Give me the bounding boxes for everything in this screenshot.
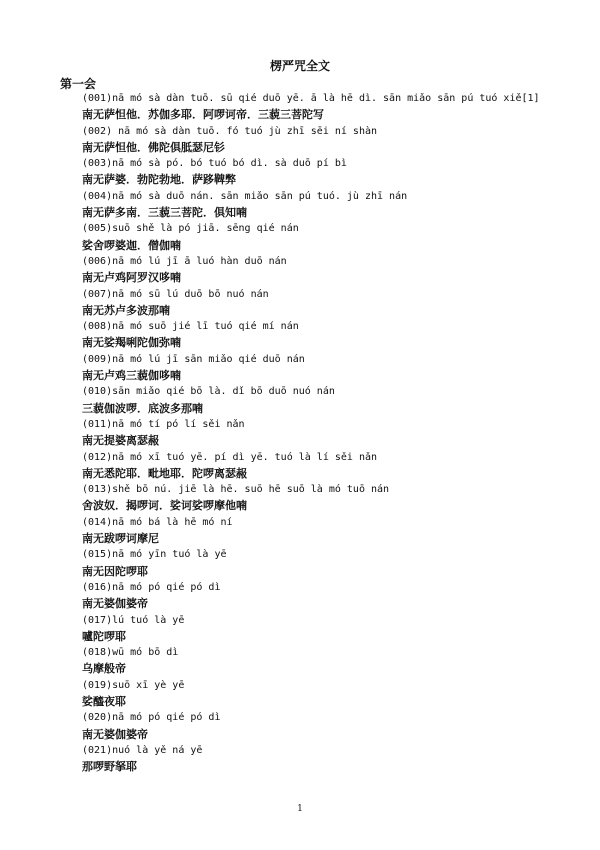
verse-pinyin: (005)suō shě là pó jiā. sēng qié nán <box>82 223 299 235</box>
page-number: 1 <box>297 804 303 814</box>
verse-hanzi: 南无悉陀耶．毗地耶．陀啰离瑟赧 <box>82 466 247 480</box>
verse-item <box>82 613 582 646</box>
verse-hanzi: 南无婆伽婆帝 <box>82 727 148 741</box>
verse-pinyin: (010)sān miǎo qié bō là. dǐ bō duō nuó nán <box>82 386 335 398</box>
verse-item <box>82 710 582 743</box>
verse-item <box>82 124 582 157</box>
verse-pinyin: (013)shě bō nú. jiē là hē. suō hē suō là mó tuō nán <box>82 484 390 496</box>
verse-pinyin: (018)wū mó bō dì <box>82 647 179 659</box>
verse-item <box>82 743 582 776</box>
verse-pinyin: (015)nā mó yīn tuó là yē <box>82 549 227 561</box>
verse-hanzi: 那啰野拏耶 <box>82 760 137 774</box>
verse-hanzi: 乌摩般帝 <box>82 662 126 676</box>
verse-pinyin: (001)nā mó sà dàn tuō. sū qié duō yē. ā là hē dì. sān miǎo sān pú tuó xiě[1] <box>82 93 540 104</box>
verse-hanzi: 南无萨怛他．苏伽多耶．阿啰诃帝．三藐三菩陀写 <box>82 108 324 122</box>
verse-item <box>82 384 582 417</box>
verse-item <box>82 645 582 678</box>
verse-item <box>82 221 582 254</box>
section-heading: 第一会 <box>60 77 97 91</box>
verse-item <box>82 91 582 124</box>
verse-hanzi: 南无苏卢多波那喃 <box>82 303 170 317</box>
verse-pinyin: (004)nā mó sà duō nán. sān miǎo sān pú tuó. jù zhī nán <box>82 190 408 202</box>
verse-pinyin: (002) nā mó sà dàn tuō. fó tuó jù zhī sēi ní shàn <box>82 125 378 137</box>
verse-item <box>82 319 582 352</box>
verse-hanzi: 三藐伽波啰．底波多那喃 <box>82 401 203 415</box>
verse-item <box>82 417 582 450</box>
verse-item <box>82 580 582 613</box>
page-title: 楞严咒全文 <box>269 59 330 73</box>
verse-hanzi: 南无娑羯唎陀伽弥喃 <box>82 336 181 350</box>
verse-hanzi: 南无跋啰诃摩尼 <box>82 532 159 546</box>
verse-pinyin: (011)nā mó tí pó lí sěi nǎn <box>82 418 245 430</box>
verse-hanzi: 嚧陀啰耶 <box>82 629 126 643</box>
verse-hanzi: 南无婆伽婆帝 <box>82 597 148 611</box>
verse-pinyin: (012)nā mó xī tuó yē. pí dì yē. tuó là lí sěi nǎn <box>82 451 378 463</box>
verse-item <box>82 515 582 548</box>
verse-pinyin: (021)nuó là yě ná yē <box>82 744 203 756</box>
verse-hanzi: 南无提婆离瑟赧 <box>82 434 159 448</box>
verse-item <box>82 482 582 515</box>
verse-hanzi: 南无卢鸡阿罗汉哆喃 <box>82 271 181 285</box>
verse-pinyin: (009)nā mó lú jī sān miǎo qié duō nán <box>82 353 305 365</box>
verse-pinyin: (020)nā mó pó qié pó dì <box>82 712 221 724</box>
verse-pinyin: (017)lú tuó là yē <box>82 614 185 626</box>
verse-pinyin: (003)nā mó sà pó. bó tuó bó dì. sà duō pí bì <box>82 158 347 170</box>
verse-item <box>82 156 582 189</box>
verse-item <box>82 678 582 711</box>
verse-hanzi: 南无因陀啰耶 <box>82 564 148 578</box>
verse-item <box>82 450 582 483</box>
verse-pinyin: (016)nā mó pó qié pó dì <box>82 581 221 593</box>
verse-hanzi: 南无萨怛他．佛陀俱胝瑟尼钐 <box>82 140 225 154</box>
verse-item <box>82 254 582 287</box>
verse-pinyin: (008)nā mó suō jié lī tuó qié mí nán <box>82 321 299 333</box>
verse-hanzi: 南无卢鸡三藐伽哆喃 <box>82 369 181 383</box>
verse-hanzi: 娑舍啰婆迦．僧伽喃 <box>82 238 181 252</box>
verse-item <box>82 352 582 385</box>
verse-hanzi: 南无萨婆．勃陀勃地．萨跢鞞弊 <box>82 173 236 187</box>
verse-hanzi: 舍波奴．揭啰诃．娑诃娑啰摩他喃 <box>82 499 247 513</box>
verse-pinyin: (019)suō xī yè yē <box>82 679 185 691</box>
verse-list <box>82 91 582 775</box>
verse-hanzi: 娑醯夜耶 <box>82 694 126 708</box>
verse-pinyin: (006)nā mó lú jī ā luó hàn duō nán <box>82 255 287 267</box>
verse-hanzi: 南无萨多南．三藐三菩陀．俱知喃 <box>82 206 247 220</box>
verse-pinyin: (007)nā mó sū lú duō bō nuó nán <box>82 288 269 300</box>
verse-item <box>82 189 582 222</box>
verse-pinyin: (014)nā mó bá là hē mó ní <box>82 516 233 528</box>
verse-item <box>82 287 582 320</box>
verse-item <box>82 547 582 580</box>
